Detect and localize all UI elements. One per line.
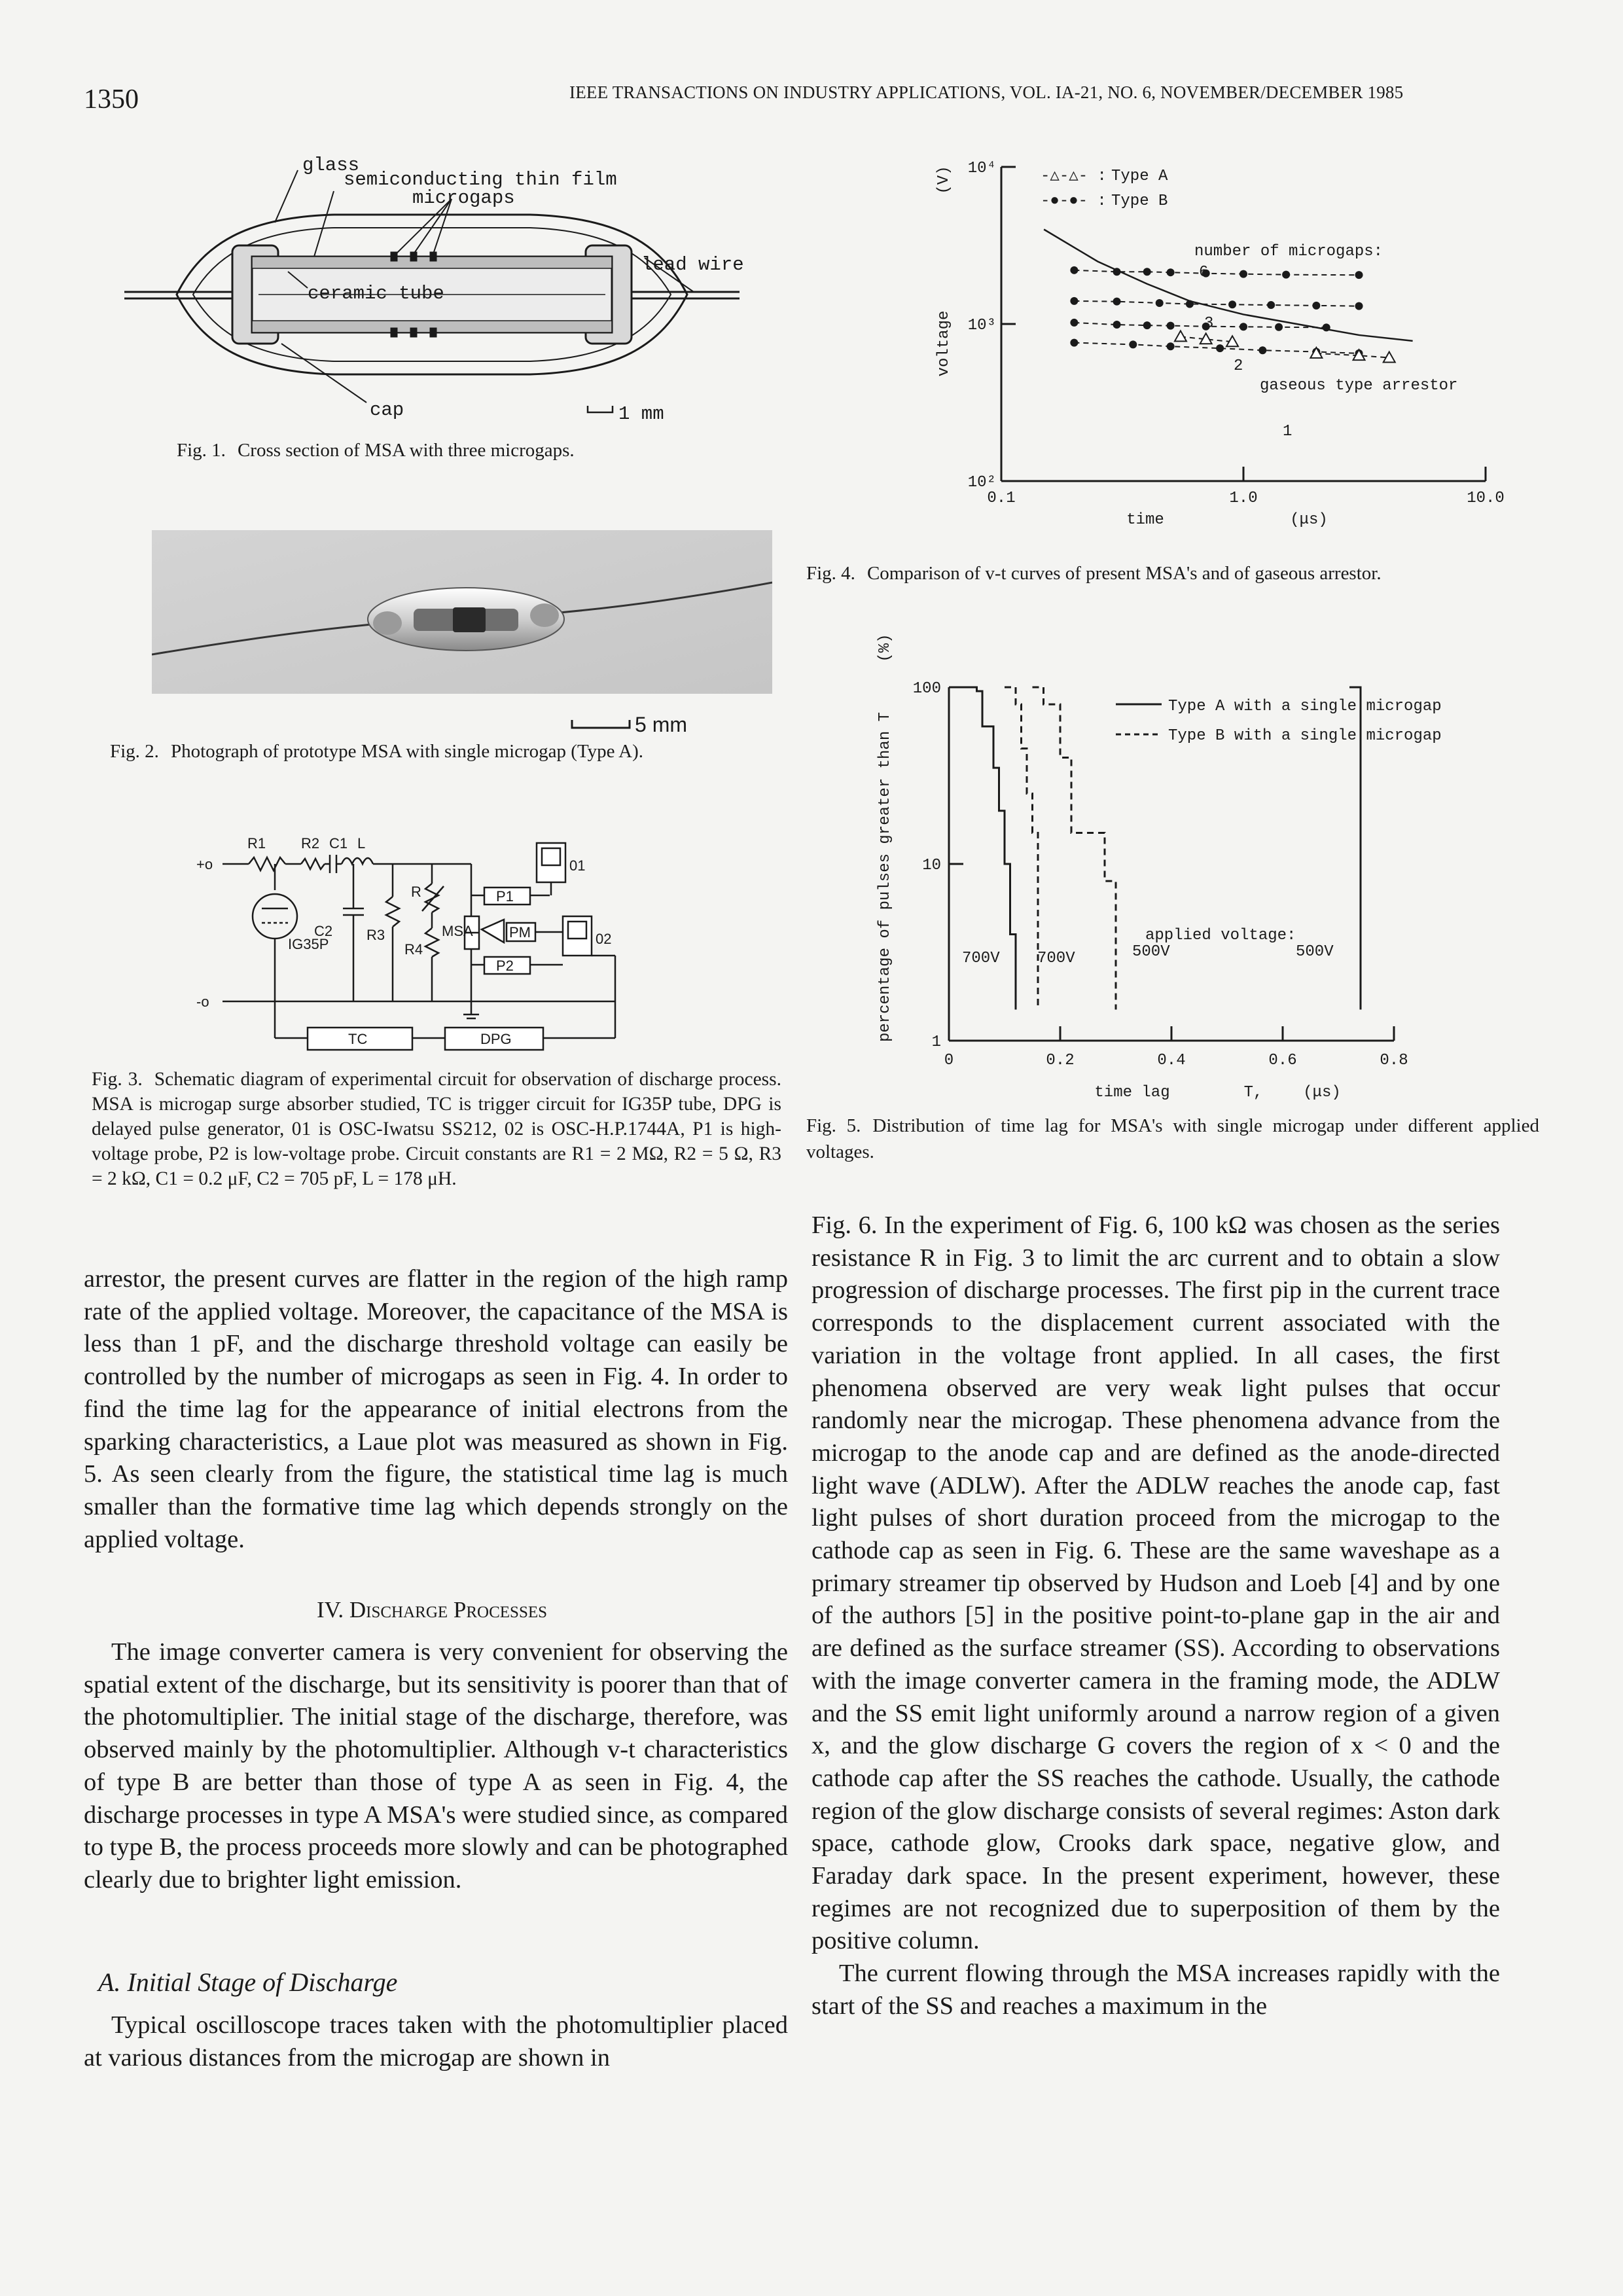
fig5-legend-a-label: Type A with a single microgap [1168,698,1442,715]
fig5-x-tick-label: 0.6 [1268,1052,1297,1069]
fig3-label-p1: P1 [496,888,514,905]
fig4-caption-text: Comparison of v-t curves of present MSA's and of gaseous arrestor. [866,563,1382,584]
fig5-caption-text: Distribution of time lag for MSA's with single microgap under different applied voltages. [806,1115,1539,1162]
fig3-label-r3: R3 [366,927,385,943]
fig4-caption-label: Fig. 4. [806,563,855,584]
fig5-chart [870,628,1446,1126]
fig3-label-plus: +o [196,856,213,872]
fig5-xunit: (μs) [1303,1084,1341,1102]
l-inductor [342,858,373,864]
fig2-photograph [152,530,772,694]
fig3-label-minus: -o [196,994,209,1010]
left-paragraph-1: arrestor, the present curves are flatter in the region of the high ramp rate of the applied voltage. Moreover, the capacitance of the MSA is less than 1 pF, and the discharge threshold voltage can easily be controlled by the number of microgaps as seen in Fig. 4. In order to find the time lag for the appearance of initial electrons from the sparking characteristics, a Laue plot was measured as shown in Fig. 5. As seen clearly from the figure, the statistical time lag is much smaller than the formative time lag which depends strongly on the applied voltage. [84,1265,788,1553]
fig3-caption-label: Fig. 3. [92,1069,143,1090]
fig4-y-tick-label: 10⁴ [967,160,996,177]
fig4-point-type-b [1143,268,1151,276]
fig5-y-tick-label: 10 [922,857,941,874]
fig4-point-type-b [1228,300,1236,308]
fig1-label-lead-wire: lead wire [641,254,744,276]
fig4-xunit: (μs) [1290,511,1328,529]
fig4-point-type-b [1070,266,1078,274]
body-left-para3 [84,2009,788,2074]
fig4-point-type-b [1070,319,1078,327]
fig5-series-line [1005,687,1038,1009]
fig5-annot-500b: 500V [1132,943,1170,961]
fig3-label-p2: P2 [496,958,514,974]
fig5-x-tick-label: 0.2 [1046,1052,1075,1069]
fig3-label-r2: R2 [301,835,320,852]
fig1-diagram [118,144,746,432]
fig3-label-o1: 01 [569,857,586,874]
fig4-legend-b-label: Type B [1111,192,1168,210]
fig5-legend-b-label: Type B with a single microgap [1168,727,1442,745]
fig1-label-glass: glass [302,154,360,176]
running-header: IEEE TRANSACTIONS ON INDUSTRY APPLICATIONS, VOL. IA-21, NO. 6, NOVEMBER/DECEMBER 1985 [569,82,1404,102]
fig4-point-type-b [1216,344,1224,352]
fig2-scale-label: 5 mm [635,713,687,736]
fig4-point-type-b [1070,297,1078,305]
fig3-label-r: R [411,884,421,900]
fig4-chart [903,141,1544,533]
r-resistor [425,884,438,912]
ig35p-tube [253,894,297,939]
fig4-y-tick-label: 10² [967,474,996,492]
fig1-label-microgaps: microgaps [412,187,515,209]
fig3-circuit [196,825,707,1060]
fig5-ylabel: percentage of pulses greater than T [876,711,894,1043]
fig4-point-type-a [1310,348,1322,358]
fig4-point-type-b [1275,323,1283,331]
fig3-caption-text: Schematic diagram of experimental circuit for observation of discharge process. MSA is microgap surge absorber studied, TC is trigger circuit for IG35P tube, DPG is delayed pulse generator, 01 is OSC-Iwatsu SS212, 02 is OSC-H.P.1744A, P1 is high-voltage probe, P2 is low-voltage probe. Circuit constants are R1 = 2 MΩ, R2 = 5 Ω, R3 = 2 kΩ, C1 = 0.2 μF, C2 = 705 pF, L = 178 μH. [92,1069,781,1189]
body-right [812,1210,1500,2023]
fig1-caption-label: Fig. 1. [177,440,226,461]
fig4-x-tick-label: 1.0 [1229,490,1258,507]
fig4-annot-1: 1 [1283,423,1293,440]
fig5-xlabel: time lag [1094,1084,1170,1102]
fig4-point-type-b [1167,268,1175,276]
fig4-point-type-b [1267,301,1275,309]
fig2-scale-bar [571,707,715,740]
body-left-para1 [84,1263,788,1556]
fig4-point-type-b [1258,346,1266,354]
fig4-yunit: (V) [935,166,953,194]
fig1-caption [177,437,766,463]
fig5-caption-label: Fig. 5. [806,1115,861,1136]
fig3-label-c2: C2 [314,923,333,939]
fig1-label-film: semiconducting thin film [344,169,617,190]
fig2-caption-text: Photograph of prototype MSA with single microgap (Type A). [170,741,644,762]
fig4-legend-b-marker: -●-●- : [1041,192,1107,210]
fig4-ylabel: voltage [935,310,953,377]
fig3-label-msa: MSA [442,923,473,939]
fig4-point-type-b [1167,342,1175,350]
fig3-label-r4: R4 [404,941,423,958]
fig4-point-type-b [1070,339,1078,347]
fig4-point-type-b [1282,271,1290,279]
fig5-xsymbol: T, [1243,1084,1263,1102]
fig4-point-type-b [1355,271,1363,279]
fig2-caption-label: Fig. 2. [110,741,159,762]
fig5-caption [806,1113,1539,1165]
subsection-heading: A. Initial Stage of Discharge [98,1967,398,1997]
fig3-caption [92,1067,781,1191]
fig4-x-tick-label: 0.1 [987,490,1016,507]
fig5-annot-700a: 700V [962,950,1000,967]
fig4-annot-gaseous: gaseous type arrestor [1260,377,1458,395]
fig4-xlabel: time [1126,511,1164,529]
fig5-annot-applied: applied voltage: [1145,927,1296,944]
fig4-legend-a-label: Type A [1111,168,1168,185]
fig1-label-ceramic-tube: ceramic tube [308,283,444,304]
fig4-point-type-b [1312,302,1320,310]
section-heading [79,1597,785,1623]
r1-resistor [249,857,285,870]
fig5-y-tick-label: 1 [931,1033,941,1051]
fig4-annot-6: 6 [1199,264,1209,281]
fig4-point-type-b [1240,323,1247,331]
fig5-x-tick-label: 0 [944,1052,954,1069]
fig4-series-line [1316,353,1389,358]
fig4-point-type-a [1175,331,1186,341]
fig5-yunit: (%) [876,634,894,662]
fig4-point-type-b [1113,321,1121,329]
r2-resistor [301,859,325,869]
fig5-annot-700b: 700V [1037,950,1075,967]
fig3-label-tube: IG35P [288,936,329,952]
fig4-point-type-b [1156,299,1164,307]
fig5-x-tick-label: 0.8 [1380,1052,1408,1069]
fig4-point-type-b [1240,270,1247,278]
fig3-label-r1: R1 [247,835,266,852]
right-paragraph-2: The current flowing through the MSA increases rapidly with the start of the SS and reaches a maximum in the [812,1960,1500,2020]
section-number: IV. [316,1597,344,1623]
fig5-y-tick-label: 100 [912,680,941,698]
section-title: Discharge Processes [349,1597,548,1623]
fig3-label-pm: PM [509,924,531,941]
r4-resistor [425,928,438,957]
fig4-point-type-b [1129,340,1137,348]
fig1-label-cap: cap [370,399,404,421]
fig4-point-type-b [1167,322,1175,330]
fig4-point-type-b [1143,321,1151,329]
fig3-label-dpg: DPG [480,1031,512,1047]
fig4-legend-a-marker: -△-△- : [1041,168,1107,185]
fig2-caption [110,738,804,764]
fig4-series-line [1074,323,1326,327]
fig1-caption-text: Cross section of MSA with three microgaps. [237,440,575,461]
fig1-label-scale: 1 mm [618,403,664,425]
page-number: 1350 [84,84,139,115]
left-paragraph-3: Typical oscilloscope traces taken with the photomultiplier placed at various distances from the microgap are shown in [84,2011,788,2072]
fig4-annot-3: 3 [1204,315,1214,332]
fig4-annot-2: 2 [1234,357,1243,375]
right-paragraph-1: Fig. 6. In the experiment of Fig. 6, 100 kΩ was chosen as the series resistance R in Fig. 3 to limit the arc current and to obtain a slow progression of discharge processes. The first pip in the current trace corresponds to the displacement current associated with the variation in the voltage front applied. In all cases, the first phenomena observed are very weak light pulses that occur randomly near the microgap. These phenomena advance from the microgap to the anode cap and are defined as the anode-directed light wave (ADLW). After the ADLW reaches the anode cap, fast light pulses of short duration proceed from the microgap to the cathode cap as seen in Fig. 6. These are the same waveshape as a primary streamer tip observed by Hudson and Loeb [4] and by one of the authors [5] in the positive point-to-plane gap in the air and are defined as the surface streamer (SS). According to observations with the image converter camera in the framing mode, the ADLW and the SS emit light uniformly around a narrow region of a given x, and the glow discharge G covers the region of x < 0 and the cathode cap after the SS reaches the cathode. Usually, the cathode region of the glow discharge consists of several regimes: Aston dark space, cathode glow, Crooks dark space, negative glow, and Faraday dark space. In the present experiment, however, these regimes are not recognized due to superposition of them by the positive column. [812,1211,1500,1955]
fig3-label-tc: TC [348,1031,368,1047]
fig3-label-l: L [357,835,366,852]
fig4-y-tick-label: 10³ [967,317,996,334]
body-left-para2 [84,1636,788,1897]
fig4-point-type-b [1113,298,1121,306]
fig4-point-type-b [1355,302,1363,310]
fig5-annot-500a: 500V [1296,943,1334,961]
fig4-x-tick-label: 10.0 [1467,490,1505,507]
fig3-label-o2: 02 [596,931,612,947]
fig5-x-tick-label: 0.4 [1157,1052,1186,1069]
left-paragraph-2: The image converter camera is very convenient for observing the spatial extent of the discharge, but its sensitivity is poorer than that of the photomultiplier. The initial stage of the discharge, therefore, was observed mainly by the photomultiplier. Although v-t characteristics of type B are better than those of type A as seen in Fig. 4, the discharge processes in type A MSA's were studied since, as compared to type B, the process proceeds more slowly and can be photographed clearly due to brighter light emission. [84,1638,788,1893]
r3-resistor [386,897,399,927]
fig4-caption [806,560,1539,586]
fig3-label-c1: C1 [329,835,348,852]
fig4-annot-number: number of microgaps: [1194,243,1383,260]
